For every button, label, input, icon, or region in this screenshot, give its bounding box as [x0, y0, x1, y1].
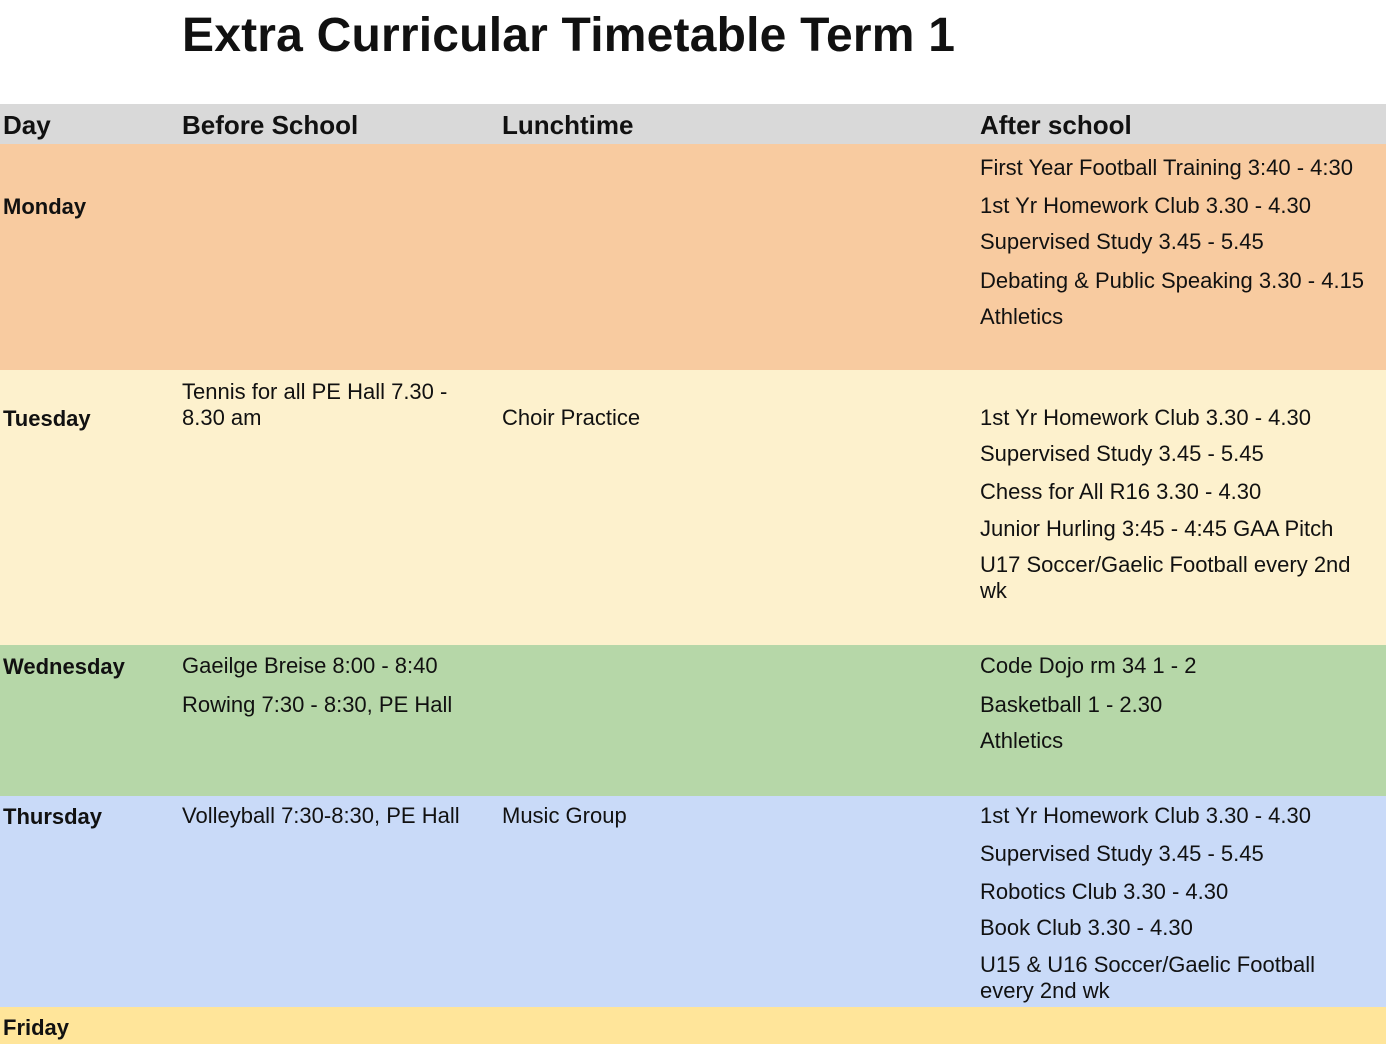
after-school-item: Supervised Study 3.45 - 5.45	[980, 841, 1264, 866]
table-row-thursday	[0, 796, 1386, 1007]
before-school-item: Tennis for all PE Hall 7.30 - 8.30 am	[182, 379, 448, 430]
after-school-item: 1st Yr Homework Club 3.30 - 4.30	[980, 405, 1311, 430]
after-school-item: Junior Hurling 3:45 - 4:45 GAA Pitch	[980, 516, 1334, 541]
day-label-thursday: Thursday	[3, 804, 103, 829]
after-school-item: Book Club 3.30 - 4.30	[980, 915, 1193, 940]
after-school-item: 1st Yr Homework Club 3.30 - 4.30	[980, 193, 1311, 218]
day-label-monday: Monday	[3, 194, 87, 219]
page-title: Extra Curricular Timetable Term 1	[182, 9, 956, 62]
after-school-item: Basketball 1 - 2.30	[980, 692, 1163, 717]
table-row-wednesday	[0, 645, 1386, 796]
before-school-item: Rowing 7:30 - 8:30, PE Hall	[182, 692, 453, 717]
after-school-item: Debating & Public Speaking 3.30 - 4.15	[980, 268, 1365, 293]
lunchtime-item: Choir Practice	[502, 405, 641, 430]
column-header-lunchtime: Lunchtime	[502, 110, 634, 140]
after-school-item: U17 Soccer/Gaelic Football every 2nd wk	[980, 552, 1351, 603]
table-row-tuesday	[0, 370, 1386, 645]
before-school-item: Gaeilge Breise 8:00 - 8:40	[182, 653, 438, 678]
day-label-tuesday: Tuesday	[3, 406, 91, 431]
after-school-item: First Year Football Training 3:40 - 4:30	[980, 155, 1353, 180]
after-school-item: Robotics Club 3.30 - 4.30	[980, 879, 1229, 904]
table-row-monday	[0, 144, 1386, 370]
after-school-item: Athletics	[980, 728, 1064, 753]
day-label-wednesday: Wednesday	[3, 654, 125, 679]
lunchtime-item: Music Group	[502, 803, 627, 828]
column-header-before-school: Before School	[182, 110, 359, 140]
after-school-item: 1st Yr Homework Club 3.30 - 4.30	[980, 803, 1311, 828]
after-school-item: Chess for All R16 3.30 - 4.30	[980, 479, 1262, 504]
before-school-item: Volleyball 7:30-8:30, PE Hall	[182, 803, 460, 828]
after-school-item: Code Dojo rm 34 1 - 2	[980, 653, 1197, 678]
day-label-friday: Friday	[3, 1015, 70, 1040]
column-header-day: Day	[3, 110, 51, 140]
column-header-after-school: After school	[980, 110, 1132, 140]
after-school-item: Supervised Study 3.45 - 5.45	[980, 229, 1264, 254]
table-row-friday	[0, 1007, 1386, 1044]
after-school-item: Athletics	[980, 304, 1064, 329]
after-school-item: U15 & U16 Soccer/Gaelic Football every 2nd wk	[980, 952, 1316, 1003]
after-school-item: Supervised Study 3.45 - 5.45	[980, 441, 1264, 466]
table-header-row	[0, 104, 1386, 144]
